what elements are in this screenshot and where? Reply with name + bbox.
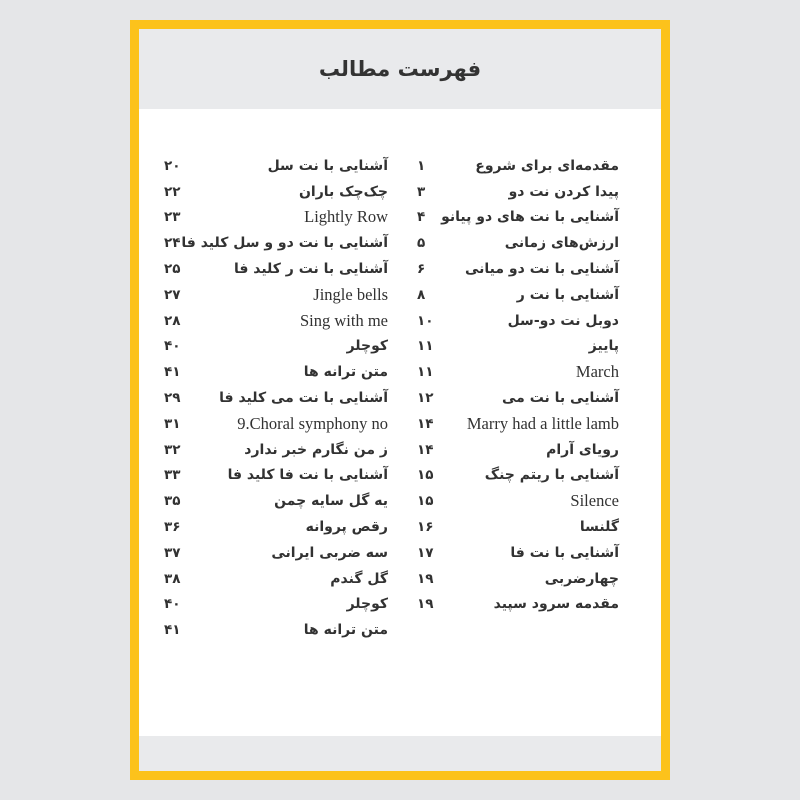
footer-band <box>139 736 661 771</box>
toc-entry <box>164 463 388 489</box>
page-number: ۸ <box>417 286 426 303</box>
toc-entry <box>417 230 619 256</box>
page-number: ۱۵ <box>417 467 434 484</box>
entry-title: Sing with me <box>299 310 388 330</box>
toc-entry <box>417 256 619 282</box>
toc-entry <box>164 230 388 256</box>
page-number: ۵ <box>417 235 426 252</box>
page-number: ۳۲ <box>164 441 181 458</box>
toc-entry <box>164 308 388 334</box>
header-band <box>139 29 661 109</box>
entry-title: چهارضربی <box>544 570 619 587</box>
page-number: ۳۱ <box>164 415 181 432</box>
entry-title: مقدمه‌ای برای شروع <box>475 157 619 174</box>
toc-entry <box>164 437 388 463</box>
page-number: ۱۱ <box>417 338 434 355</box>
toc-entry <box>164 256 388 282</box>
toc-entry <box>417 592 619 618</box>
entry-title: سه ضربی ایرانی <box>271 544 388 561</box>
toc-entry <box>417 359 619 385</box>
toc-entry <box>417 437 619 463</box>
toc-entry <box>164 334 388 360</box>
page-number: ۱۷ <box>417 544 434 561</box>
toc-entry <box>417 282 619 308</box>
page-number: ۲۷ <box>164 286 181 303</box>
entry-title: کوچلر <box>346 338 388 355</box>
page-number: ۲۰ <box>164 157 181 174</box>
page-number: ۱۲ <box>417 390 434 407</box>
toc-entry <box>417 153 619 179</box>
toc-column-right <box>417 153 619 736</box>
entry-title: آشنایی با نت می کلید فا <box>219 390 388 407</box>
page-number: ۳۸ <box>164 570 181 587</box>
entry-title: متن ترانه ها <box>303 622 388 639</box>
page-number: ۲۳ <box>164 209 181 226</box>
toc-entry <box>164 566 388 592</box>
entry-title: رقص پروانه <box>305 519 388 536</box>
toc-entry <box>417 540 619 566</box>
toc-entry <box>164 359 388 385</box>
page-number: ۱۹ <box>417 596 434 613</box>
entry-title: آشنایی با نت دو و سل کلید فا <box>181 235 388 252</box>
toc-entry <box>164 617 388 643</box>
page-number: ۲۹ <box>164 390 181 407</box>
entry-title: آشنایی با نت های دو پیانو <box>441 209 619 226</box>
page-number: ۴۱ <box>164 364 181 381</box>
toc-entry <box>417 179 619 205</box>
entry-title: پاییز <box>588 338 619 355</box>
entry-title: March <box>575 362 619 382</box>
entry-title: Lightly Row <box>304 207 388 227</box>
entry-title: رویای آرام <box>546 441 619 458</box>
entry-title: آشنایی با نت ر <box>516 286 619 303</box>
toc-entry <box>164 592 388 618</box>
toc-entry <box>417 488 619 514</box>
entry-title: آشنایی با ریتم چنگ <box>484 467 619 484</box>
entry-title: آشنایی با نت دو میانی <box>465 261 619 278</box>
page-number: ۴۱ <box>164 622 181 639</box>
page-number: ۲۸ <box>164 312 181 329</box>
page-number: ۲۴ <box>164 235 181 252</box>
page-number: ۴۰ <box>164 338 181 355</box>
page-number: ۳۷ <box>164 544 181 561</box>
entry-title: گل گندم <box>330 570 388 587</box>
toc-entry <box>164 411 388 437</box>
entry-title: آشنایی با نت می <box>501 390 619 407</box>
page-number: ۲۵ <box>164 261 181 278</box>
page-number: ۱۵ <box>417 493 434 510</box>
page-number: ۲۲ <box>164 183 181 200</box>
entry-title: آشنایی با نت فا کلید فا <box>227 467 388 484</box>
page-number: ۱۹ <box>417 570 434 587</box>
entry-title: آشنایی با نت سل <box>267 157 388 174</box>
toc-column-left <box>164 153 388 736</box>
entry-title: آشنایی با نت فا <box>510 544 619 561</box>
page-number: ۳۳ <box>164 467 181 484</box>
page-number: ۱۴ <box>417 415 434 432</box>
page-number: ۱ <box>417 157 426 174</box>
page-number: ۱۴ <box>417 441 434 458</box>
toc-entry <box>164 488 388 514</box>
entry-title: کوچلر <box>346 596 388 613</box>
page-number: ۶ <box>417 261 426 278</box>
page-number: ۴۰ <box>164 596 181 613</box>
entry-title: ز من نگارم خبر ندارد <box>244 441 388 458</box>
entry-title: چک‌چک باران <box>298 183 388 200</box>
toc-entry <box>164 514 388 540</box>
toc-entry <box>417 463 619 489</box>
toc-entry <box>417 385 619 411</box>
toc-entry <box>164 540 388 566</box>
page-number: ۳۵ <box>164 493 181 510</box>
toc-entry <box>417 334 619 360</box>
entry-title: Silence <box>570 491 619 511</box>
entry-title: دوبل نت دو-سل <box>507 312 619 329</box>
entry-title: متن ترانه ها <box>303 364 388 381</box>
toc-page-frame <box>130 20 670 780</box>
toc-entry <box>417 514 619 540</box>
entry-title: ارزش‌های زمانی <box>504 235 619 252</box>
page-number: ۱۶ <box>417 519 434 536</box>
toc-entry <box>164 179 388 205</box>
page-number: ۳۶ <box>164 519 181 536</box>
toc-entry <box>164 153 388 179</box>
page-number: ۱۱ <box>417 364 434 381</box>
toc-entry <box>164 282 388 308</box>
toc-entry <box>417 411 619 437</box>
page-number: ۳ <box>417 183 426 200</box>
entry-title: Marry had a little lamb <box>466 413 619 433</box>
page-title: فهرست مطالب <box>318 57 482 81</box>
toc-entry <box>164 385 388 411</box>
entry-title: Jingle bells <box>313 284 388 304</box>
entry-title: گلنسا <box>579 519 619 536</box>
toc-entry <box>164 205 388 231</box>
entry-title: پیدا کردن نت دو <box>508 183 619 200</box>
toc-entry <box>417 566 619 592</box>
entry-title: یه گل سایه چمن <box>274 493 388 510</box>
entry-title: 9.Choral symphony no <box>237 413 388 433</box>
entry-title: مقدمه سرود سپید <box>493 596 619 613</box>
entry-title: آشنایی با نت ر کلید فا <box>233 261 388 278</box>
page-number: ۱۰ <box>417 312 434 329</box>
toc-entry <box>417 205 619 231</box>
toc-content <box>139 109 661 736</box>
page-number: ۴ <box>417 209 426 226</box>
toc-entry <box>417 308 619 334</box>
